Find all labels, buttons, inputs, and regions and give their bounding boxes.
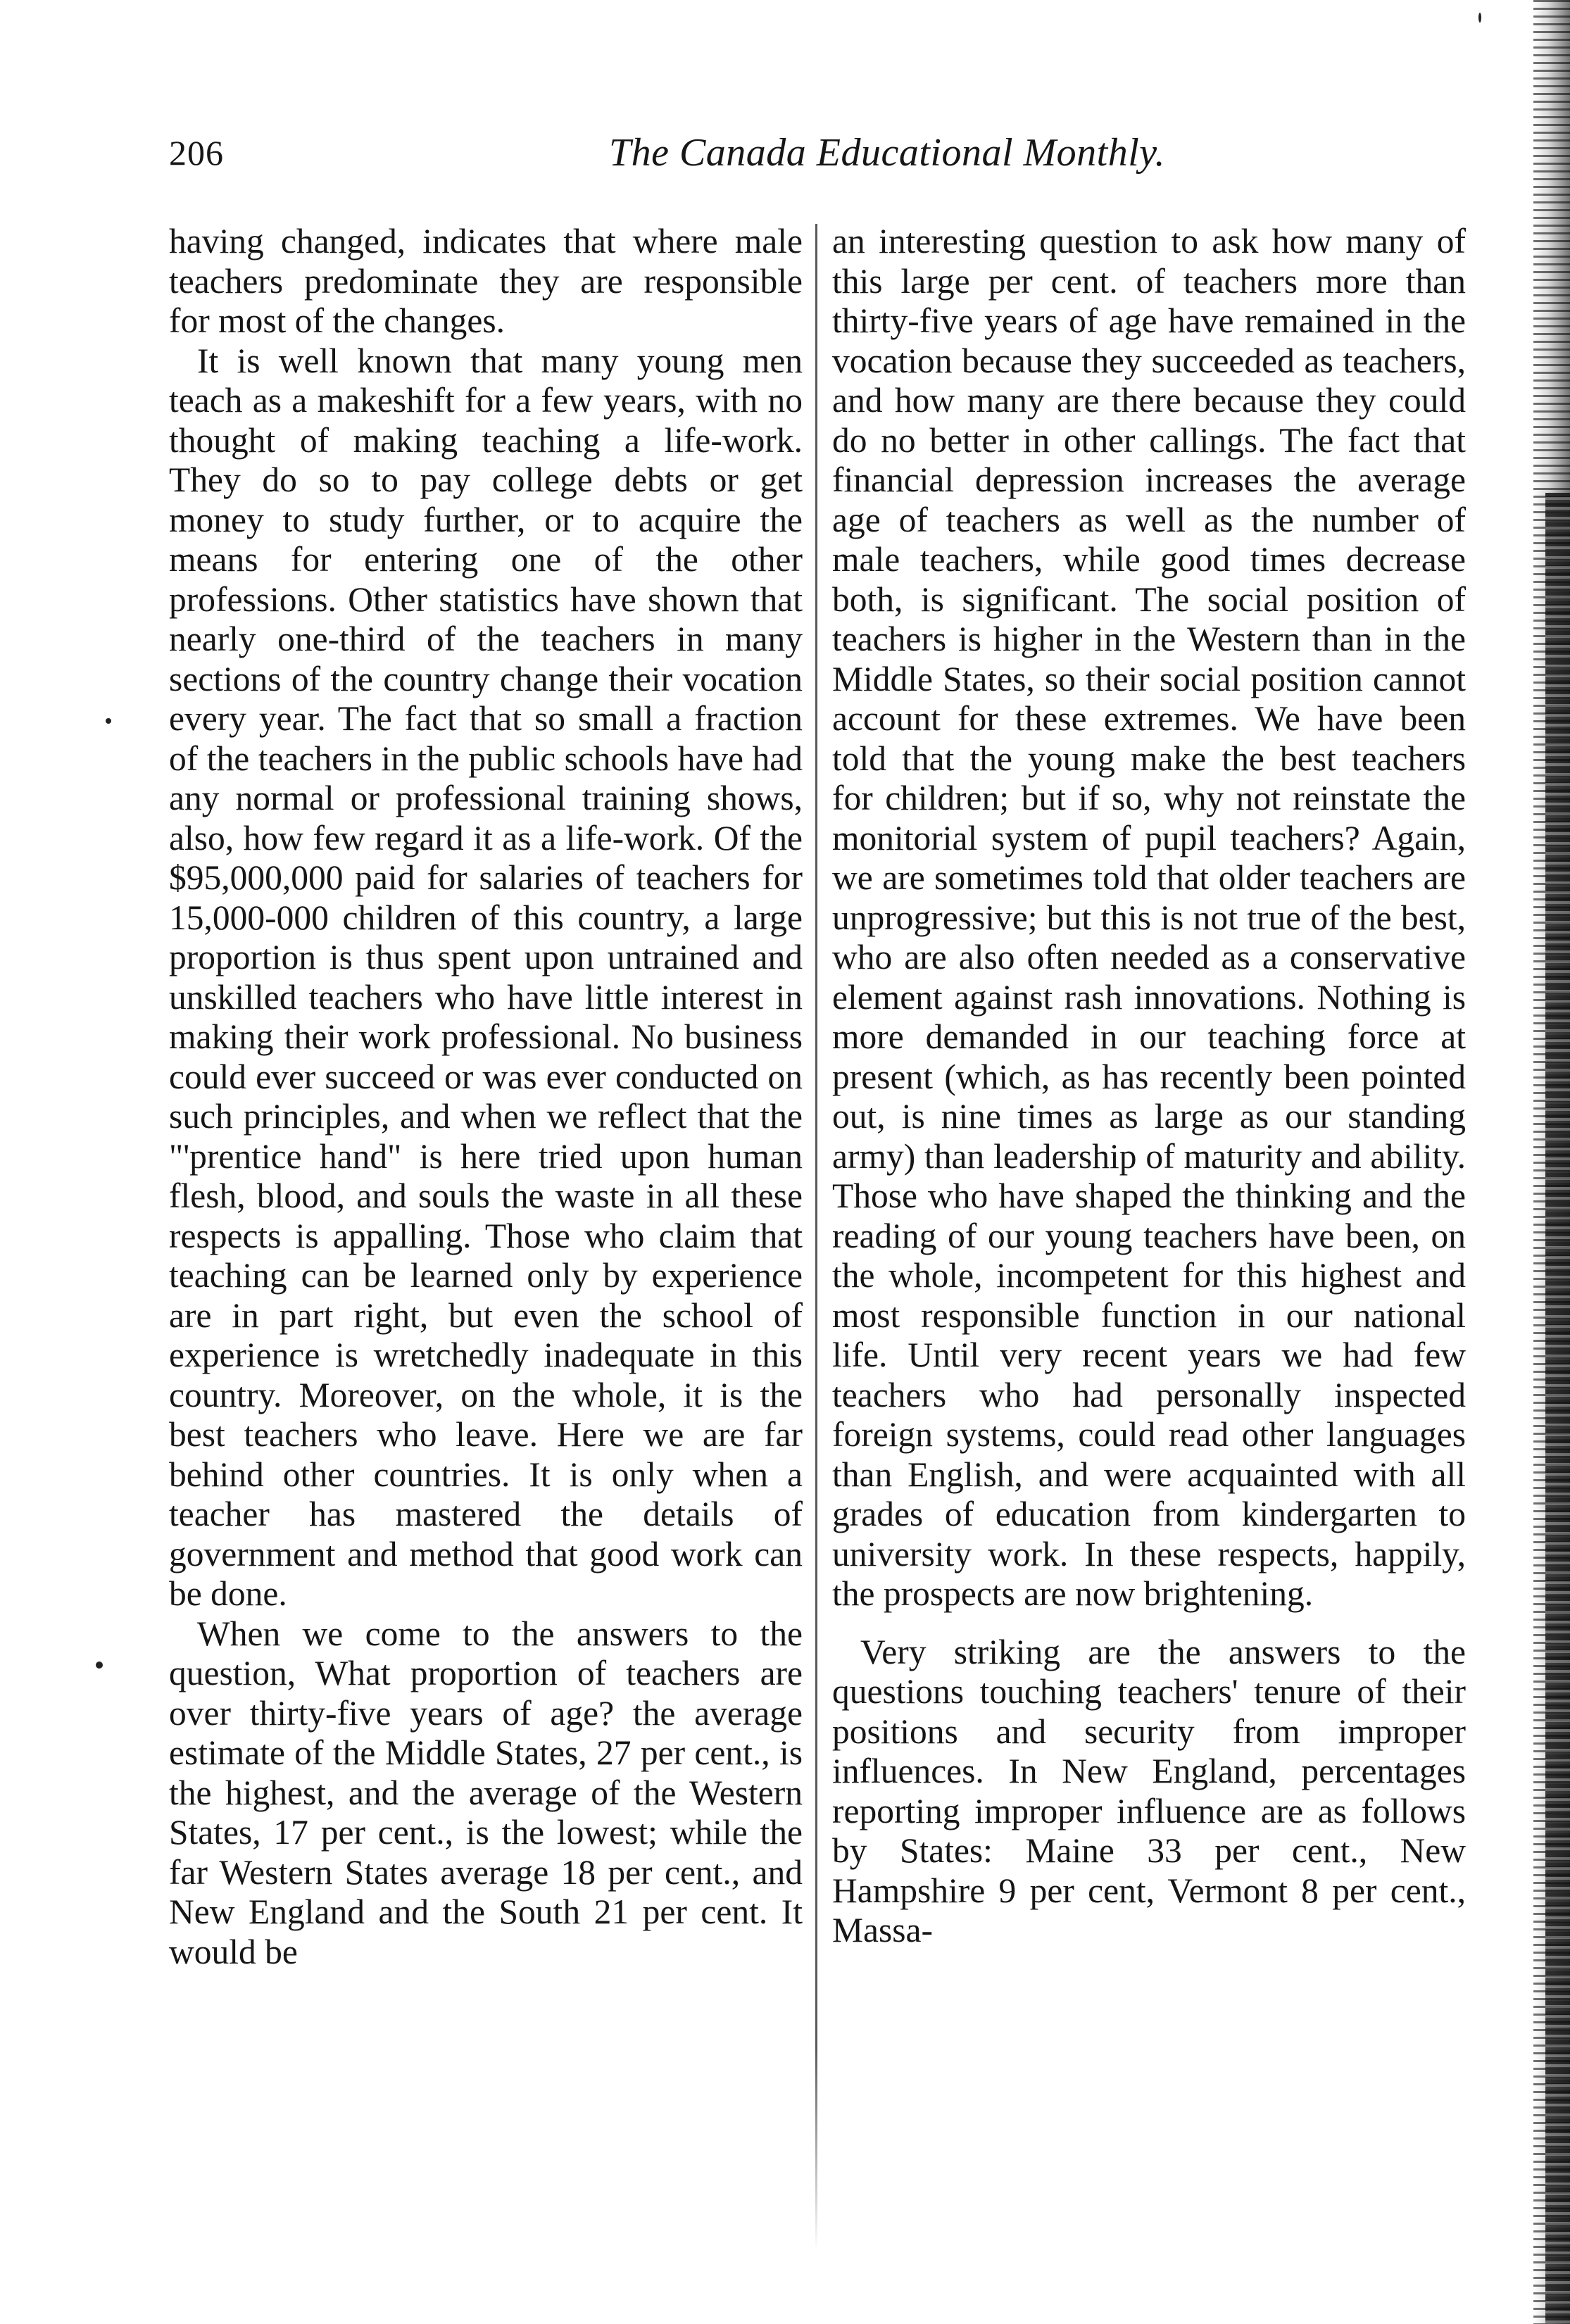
scan-speck [106,718,111,724]
right-text-column [832,222,1466,1951]
paragraph: an interesting question to ask how many of this large per cent. of teachers more than thirty-five years of age have remained in the vocation because they succeeded as teachers, and how many are there because they could do no better in other callings. The fact that financial depression increases the average age of teachers as well as the number of male teachers, while good times decrease both, is significant. The social position of teachers is higher in the Western than in the Middle States, so their social position cannot account for these extremes. We have been told that the young make the best teachers for children; but if so, why not reinstate the monitorial system of pupil teachers? Again, we are sometimes told that older teachers are unprogressive; but this is not true of the best, who are also often needed as a conservative element against rash innovations. Nothing is more demanded in our teaching force at present (which, as has recently been pointed out, is nine times as large as our standing army) than leadership of maturity and ability. Those who have shaped the thinking and the reading of our young teachers have been, on the whole, incompetent for this highest and most responsible function in our national life. Until very recent years we had few teachers who had personally inspected foreign systems, could read other languages than English, and were acquainted with all grades of education from kindergarten to university work. In these respects, happily, the prospects are now brightening. [832,222,1466,1613]
running-title: The Canada Educational Monthly. [608,131,1166,175]
page-header [169,128,1450,184]
page-number: 206 [169,133,224,172]
paragraph: When we come to the answers to the question, What proportion of teachers are over thirty-five years of age? the average estimate of the Middle States, 27 per cent., is the highest, and the average of the Western States, 17 per cent., is the lowest; while the far Western States average 18 per cent., and New England and the South 21 per cent. It would be [169,1614,803,1971]
paragraph: having changed, indicates that where male teachers predominate they are responsible for most of the changes. [169,222,803,340]
left-text-column [169,222,803,1972]
scan-speck [96,1662,103,1669]
paragraph: It is well known that many young men teach as a makeshift for a few years, with no thought of making teaching a life-work. They do so to pay college debts or get money to study further, or to acquire the means for entering one of the other professions. Other statistics have shown that nearly one-third of the teachers in many sections of the country change their vocation every year. The fact that so small a fraction of the teachers in the public schools have had any normal or professional training shows, also, how few regard it as a life-work. Of the $95,000,000 paid for salaries of teachers for 15,000-000 children of this country, a large proportion is thus spent upon untrained and unskilled teachers who have little interest in making their work professional. No business could ever succeed or was ever conducted on such principles, and when we reflect that the "'prentice hand" is here tried upon human flesh, blood, and souls the waste in all these respects is appalling. Those who claim that teaching can be learned only by experience are in part right, but even the school of experience is wretchedly inadequate in this country. Moreover, on the whole, it is the best teachers who leave. Here we are far behind other countries. It is only when a teacher has mastered the details of government and method that good work can be done. [169,341,803,1613]
column-divider [815,224,817,2251]
binding-shadow [1545,493,1570,2323]
scan-speck [1478,13,1481,23]
paragraph: Very striking are the answers to the questions touching teachers' tenure of their positions and security from improper influences. In New England, percentages reporting improper influence are as follows by States: Maine 33 per cent., New Hampshire 9 per cent, Vermont 8 per cent., Massa- [832,1632,1466,1949]
